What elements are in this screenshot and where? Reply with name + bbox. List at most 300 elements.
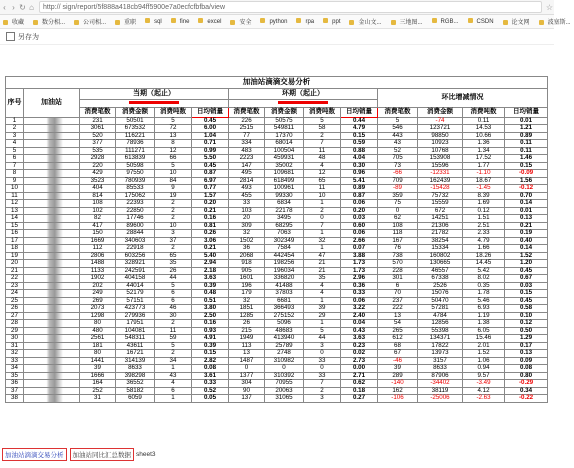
table-cell: 2748 bbox=[265, 350, 304, 358]
table-cell: 12 bbox=[155, 147, 192, 155]
table-cell: 302349 bbox=[265, 237, 304, 245]
station-cell-redacted bbox=[24, 132, 80, 140]
table-cell: 22178 bbox=[265, 207, 304, 215]
table-cell: 1.04 bbox=[192, 132, 229, 140]
station-cell-redacted bbox=[24, 380, 80, 388]
table-cell: 70955 bbox=[265, 380, 304, 388]
table-cell: 15596 bbox=[418, 162, 463, 170]
table-cell: 366493 bbox=[265, 305, 304, 313]
table-cell: 20 bbox=[6, 260, 24, 268]
table-cell: 162 bbox=[378, 387, 418, 395]
table-cell: 6 bbox=[6, 155, 24, 163]
column-header: 日均销量 bbox=[505, 107, 548, 117]
table-cell: 111271 bbox=[116, 147, 155, 155]
table-cell: 17.52 bbox=[463, 155, 505, 163]
table-cell: 0.12 bbox=[505, 320, 548, 328]
table-cell: 103 bbox=[229, 207, 265, 215]
table-cell: 5 bbox=[155, 117, 192, 125]
table-cell: 1.52 bbox=[505, 252, 548, 260]
table-cell: 38254 bbox=[418, 237, 463, 245]
table-cell: 9.57 bbox=[463, 372, 505, 380]
table-cell: 20063 bbox=[265, 387, 304, 395]
table-cell: 118 bbox=[378, 230, 418, 238]
table-cell: 3 bbox=[155, 230, 192, 238]
station-cell-redacted bbox=[24, 327, 80, 335]
table-cell: 52179 bbox=[116, 290, 155, 298]
sheet-tab-3[interactable]: sheet3 bbox=[136, 450, 156, 458]
table-cell: 0.71 bbox=[192, 140, 229, 148]
table-cell: 0.33 bbox=[192, 380, 229, 388]
table-cell: 1.46 bbox=[505, 155, 548, 163]
bookmark-label: python bbox=[269, 18, 288, 25]
table-cell: 0.21 bbox=[192, 207, 229, 215]
table-cell: 1 bbox=[304, 245, 341, 253]
table-cell: 52 bbox=[378, 147, 418, 155]
table-cell: 0.19 bbox=[505, 230, 548, 238]
bookmark-label: 三地图... bbox=[399, 20, 423, 26]
station-header: 加油站 bbox=[24, 89, 80, 118]
table-cell: 275152 bbox=[265, 312, 304, 320]
table-cell: 102 bbox=[80, 207, 116, 215]
table-cell: 2 bbox=[155, 350, 192, 358]
table-cell: 613839 bbox=[116, 155, 155, 163]
table-cell: 495 bbox=[229, 170, 265, 178]
table-cell: 413940 bbox=[265, 335, 304, 343]
table-cell: 21306 bbox=[418, 222, 463, 230]
table-cell: 14.53 bbox=[463, 125, 505, 133]
previous-period-redacted bbox=[229, 100, 378, 108]
bookmark-item[interactable] bbox=[468, 18, 497, 24]
sheet-tab-1[interactable]: 加油站滴滴交易分析 bbox=[2, 448, 67, 461]
table-cell: 1.19 bbox=[463, 312, 505, 320]
table-row bbox=[6, 245, 548, 253]
table-cell: 1.57 bbox=[192, 192, 229, 200]
table-cell: 10768 bbox=[418, 147, 463, 155]
column-header: 消费笔数 bbox=[229, 107, 265, 117]
bookmark-item[interactable] bbox=[296, 18, 317, 24]
table-cell: 2 bbox=[155, 207, 192, 215]
table-cell: 520 bbox=[80, 132, 116, 140]
bookmark-item[interactable] bbox=[171, 18, 193, 24]
table-row bbox=[6, 305, 548, 313]
table-cell: 4 bbox=[155, 380, 192, 388]
bookmark-item[interactable] bbox=[323, 18, 343, 24]
station-cell-redacted bbox=[24, 395, 80, 403]
table-cell: 10 bbox=[304, 192, 341, 200]
table-cell: 44 bbox=[304, 335, 341, 343]
table-cell: 0.77 bbox=[192, 185, 229, 193]
table-cell: 37 bbox=[155, 237, 192, 245]
table-cell: 18.67 bbox=[463, 177, 505, 185]
table-cell: 8 bbox=[155, 140, 192, 148]
table-cell: 340603 bbox=[116, 237, 155, 245]
table-cell: 0.51 bbox=[192, 297, 229, 305]
bookmark-item[interactable] bbox=[115, 17, 139, 26]
table-cell: 309 bbox=[229, 222, 265, 230]
table-cell: 0.15 bbox=[341, 132, 378, 140]
table-cell: 68 bbox=[378, 342, 418, 350]
table-cell: 108 bbox=[378, 222, 418, 230]
table-cell: 5.40 bbox=[192, 252, 229, 260]
table-cell: 32 bbox=[229, 297, 265, 305]
table-cell: 36552 bbox=[116, 380, 155, 388]
table-cell: 7 bbox=[6, 162, 24, 170]
table-cell: 43 bbox=[155, 372, 192, 380]
url-input[interactable]: http:// sign/report/5f888a418cb94ff5900e7a0ecfcfbfba/view bbox=[39, 1, 542, 13]
table-cell: 9 bbox=[155, 185, 192, 193]
table-cell: 62 bbox=[378, 215, 418, 223]
bookmark-item[interactable] bbox=[432, 18, 462, 24]
table-cell: 0.05 bbox=[192, 395, 229, 403]
current-period-header: 当期（起止） bbox=[80, 89, 229, 100]
folder-icon bbox=[171, 18, 176, 23]
table-cell: 2 bbox=[304, 387, 341, 395]
table-cell: 0.09 bbox=[505, 357, 548, 365]
table-cell: 0.43 bbox=[341, 327, 378, 335]
table-cell: 2515 bbox=[229, 125, 265, 133]
table-cell: 5 bbox=[304, 327, 341, 335]
bookmark-item[interactable] bbox=[349, 17, 384, 26]
table-cell: 7 bbox=[304, 140, 341, 148]
table-cell: 10923 bbox=[418, 140, 463, 148]
table-cell: 78936 bbox=[116, 140, 155, 148]
table-cell: 31065 bbox=[265, 395, 304, 403]
table-cell: 222 bbox=[378, 305, 418, 313]
table-cell: 4.91 bbox=[192, 335, 229, 343]
table-cell: 50470 bbox=[418, 297, 463, 305]
table-cell: 215 bbox=[229, 327, 265, 335]
forward-icon[interactable]: › bbox=[12, 2, 15, 12]
table-cell: 12 bbox=[6, 200, 24, 208]
table-cell: 54 bbox=[378, 320, 418, 328]
table-cell: -1.45 bbox=[463, 185, 505, 193]
table-cell: 59 bbox=[155, 335, 192, 343]
table-cell: 65 bbox=[155, 252, 192, 260]
table-cell: 43 bbox=[378, 140, 418, 148]
table-cell: 0.34 bbox=[505, 387, 548, 395]
station-cell-redacted bbox=[24, 245, 80, 253]
table-cell: 242591 bbox=[116, 267, 155, 275]
table-cell: 1.29 bbox=[505, 335, 548, 343]
report-body bbox=[6, 117, 548, 402]
table-cell: 1.77 bbox=[463, 162, 505, 170]
table-cell: 2526 bbox=[418, 282, 463, 290]
table-cell: 377 bbox=[80, 140, 116, 148]
bookmark-label: ppt bbox=[332, 18, 341, 25]
table-cell: 8 bbox=[6, 170, 24, 178]
table-cell: 0.45 bbox=[505, 297, 548, 305]
table-cell: 5.50 bbox=[192, 155, 229, 163]
table-cell: 58 bbox=[304, 125, 341, 133]
table-cell: 336820 bbox=[265, 275, 304, 283]
folder-icon bbox=[323, 18, 328, 23]
table-cell: 108 bbox=[80, 200, 116, 208]
station-cell-redacted bbox=[24, 237, 80, 245]
table-cell: 535 bbox=[80, 147, 116, 155]
table-cell: 0.02 bbox=[341, 350, 378, 358]
table-cell: 780939 bbox=[116, 177, 155, 185]
star-icon[interactable]: ☆ bbox=[545, 2, 554, 12]
report-title: 加油站滴滴交易分析 bbox=[6, 77, 548, 89]
table-cell: 17951 bbox=[116, 320, 155, 328]
save-as-button[interactable]: 另存为 bbox=[18, 33, 39, 41]
report-toolbar bbox=[0, 29, 554, 45]
bookmark-label: 重职 bbox=[124, 20, 137, 26]
station-cell-redacted bbox=[24, 252, 80, 260]
table-cell: 220 bbox=[80, 162, 116, 170]
table-cell: 6.97 bbox=[192, 177, 229, 185]
table-cell: 15559 bbox=[418, 200, 463, 208]
table-cell: 1.69 bbox=[463, 200, 505, 208]
table-cell: 16721 bbox=[116, 350, 155, 358]
table-cell: 603256 bbox=[116, 252, 155, 260]
table-cell: 44014 bbox=[116, 282, 155, 290]
table-cell: 0.07 bbox=[341, 245, 378, 253]
table-cell: -66 bbox=[378, 170, 418, 178]
table-cell: 2.01 bbox=[463, 342, 505, 350]
table-cell: 7584 bbox=[265, 245, 304, 253]
table-cell: 1949 bbox=[229, 335, 265, 343]
table-cell: 0.03 bbox=[341, 215, 378, 223]
table-row bbox=[6, 275, 548, 283]
table-cell: 1285 bbox=[229, 312, 265, 320]
table-cell: 0.39 bbox=[192, 342, 229, 350]
table-cell: 0.48 bbox=[192, 290, 229, 298]
save-icon[interactable] bbox=[6, 32, 15, 41]
refresh-icon[interactable]: ↻ bbox=[19, 2, 26, 12]
table-cell: -0.09 bbox=[505, 170, 548, 178]
table-cell: 2 bbox=[155, 245, 192, 253]
bookmark-label: CSDN bbox=[476, 18, 494, 25]
bookmark-item[interactable] bbox=[145, 18, 165, 24]
table-cell: 5.42 bbox=[463, 267, 505, 275]
table-cell: 5 bbox=[155, 282, 192, 290]
table-cell: 0.20 bbox=[341, 207, 378, 215]
home-icon[interactable]: ⌂ bbox=[29, 2, 34, 12]
table-cell: 13 bbox=[155, 132, 192, 140]
table-cell: 147 bbox=[229, 162, 265, 170]
column-header: 消费吨数 bbox=[463, 107, 505, 117]
bookmark-item[interactable] bbox=[391, 17, 426, 26]
table-cell: 301 bbox=[378, 275, 418, 283]
report-table-container bbox=[5, 76, 547, 403]
table-cell: 39 bbox=[80, 365, 116, 373]
table-cell: 1851 bbox=[229, 305, 265, 313]
table-cell: 6834 bbox=[265, 200, 304, 208]
table-cell: 1 bbox=[155, 365, 192, 373]
table-row bbox=[6, 170, 548, 178]
table-cell: 1.66 bbox=[463, 245, 505, 253]
table-cell: 0 bbox=[265, 365, 304, 373]
table-row bbox=[6, 357, 548, 365]
bookmark-label: 公司相... bbox=[83, 20, 107, 26]
table-cell: 310982 bbox=[265, 357, 304, 365]
station-cell-redacted bbox=[24, 170, 80, 178]
table-cell: 483 bbox=[229, 147, 265, 155]
table-cell: 1.78 bbox=[463, 290, 505, 298]
table-cell: 34 bbox=[155, 357, 192, 365]
table-cell: 30 bbox=[6, 335, 24, 343]
table-cell: 1669 bbox=[80, 237, 116, 245]
bookmark-label: 安全 bbox=[239, 20, 252, 26]
table-cell: 12856 bbox=[418, 320, 463, 328]
table-cell: 26 bbox=[155, 267, 192, 275]
bookmark-item[interactable] bbox=[503, 17, 533, 26]
table-cell: 3.61 bbox=[192, 372, 229, 380]
table-cell: 26 bbox=[229, 320, 265, 328]
table-cell: 17 bbox=[6, 237, 24, 245]
table-cell: 15076 bbox=[418, 290, 463, 298]
table-cell: 90 bbox=[229, 387, 265, 395]
table-cell: 13 bbox=[378, 312, 418, 320]
table-cell: 123721 bbox=[418, 125, 463, 133]
table-cell: 58182 bbox=[116, 387, 155, 395]
table-cell: 4 bbox=[304, 290, 341, 298]
table-cell: 85533 bbox=[116, 185, 155, 193]
table-cell: 549811 bbox=[265, 125, 304, 133]
table-cell: 0.11 bbox=[505, 140, 548, 148]
station-cell-redacted bbox=[24, 350, 80, 358]
table-cell: 1666 bbox=[80, 372, 116, 380]
table-cell: 77 bbox=[229, 132, 265, 140]
table-cell: -25006 bbox=[418, 395, 463, 403]
table-cell: 15 bbox=[6, 222, 24, 230]
bookmark-item[interactable] bbox=[74, 17, 109, 26]
table-cell: 12 bbox=[304, 170, 341, 178]
table-cell: 0.06 bbox=[341, 230, 378, 238]
table-cell: 8633 bbox=[116, 365, 155, 373]
bookmark-label: excel bbox=[207, 18, 222, 25]
table-row bbox=[6, 380, 548, 388]
table-cell: 2.18 bbox=[192, 267, 229, 275]
table-cell: 2 bbox=[304, 132, 341, 140]
table-cell: 0 bbox=[304, 215, 341, 223]
bookmark-item[interactable] bbox=[33, 17, 68, 26]
table-cell: 2 bbox=[6, 125, 24, 133]
table-cell: 1487 bbox=[229, 357, 265, 365]
table-cell: 34 bbox=[6, 365, 24, 373]
sheet-tab-2[interactable]: 加油站同比汇总数据 bbox=[70, 448, 135, 461]
table-row bbox=[6, 140, 548, 148]
table-cell: 0.10 bbox=[505, 312, 548, 320]
table-cell: 3061 bbox=[80, 125, 116, 133]
bookmark-item[interactable] bbox=[198, 18, 224, 24]
table-cell: -0.22 bbox=[505, 395, 548, 403]
table-cell: 196034 bbox=[265, 267, 304, 275]
table-cell: 6.93 bbox=[463, 305, 505, 313]
table-cell: 0.50 bbox=[505, 327, 548, 335]
table-row bbox=[6, 185, 548, 193]
table-cell: 2928 bbox=[80, 155, 116, 163]
table-cell: 612 bbox=[378, 335, 418, 343]
table-cell: 0.13 bbox=[505, 350, 548, 358]
table-cell: 179 bbox=[229, 290, 265, 298]
station-cell-redacted bbox=[24, 140, 80, 148]
bookmark-item[interactable] bbox=[3, 17, 27, 26]
table-cell: 162439 bbox=[418, 177, 463, 185]
table-cell: 37 bbox=[6, 387, 24, 395]
bookmark-item[interactable] bbox=[230, 17, 254, 26]
table-cell: 116221 bbox=[116, 132, 155, 140]
table-cell: 249 bbox=[80, 290, 116, 298]
table-cell: 0.11 bbox=[463, 117, 505, 125]
table-cell: 1 bbox=[304, 297, 341, 305]
table-cell: 33 bbox=[229, 200, 265, 208]
table-cell: 570 bbox=[378, 260, 418, 268]
table-cell: 1.38 bbox=[463, 320, 505, 328]
table-cell: 65 bbox=[304, 177, 341, 185]
table-cell: 0.59 bbox=[341, 140, 378, 148]
table-cell: 0.15 bbox=[505, 162, 548, 170]
station-cell-redacted bbox=[24, 290, 80, 298]
table-cell: 3157 bbox=[418, 357, 463, 365]
table-cell: 84 bbox=[155, 177, 192, 185]
folder-icon bbox=[391, 20, 396, 25]
table-cell: 404 bbox=[80, 185, 116, 193]
table-cell: 269 bbox=[80, 297, 116, 305]
back-icon[interactable]: ‹ bbox=[3, 2, 6, 12]
table-cell: 13 bbox=[6, 207, 24, 215]
station-cell-redacted bbox=[24, 305, 80, 313]
column-header: 消费笔数 bbox=[80, 107, 116, 117]
table-cell: 4 bbox=[6, 140, 24, 148]
table-cell: 80 bbox=[80, 350, 116, 358]
table-cell: 113 bbox=[229, 342, 265, 350]
station-cell-redacted bbox=[24, 147, 80, 155]
table-cell: 198256 bbox=[265, 260, 304, 268]
table-cell: 6059 bbox=[116, 395, 155, 403]
table-cell: 480 bbox=[80, 327, 116, 335]
table-cell: 89600 bbox=[116, 222, 155, 230]
table-cell: 167 bbox=[378, 237, 418, 245]
station-cell-redacted bbox=[24, 162, 80, 170]
table-cell: 0.94 bbox=[463, 365, 505, 373]
table-cell: 8633 bbox=[418, 365, 463, 373]
column-header: 消费笔数 bbox=[378, 107, 418, 117]
table-cell: 2806 bbox=[80, 252, 116, 260]
table-cell: 0.60 bbox=[341, 222, 378, 230]
table-cell: 24 bbox=[6, 290, 24, 298]
table-cell: 0.08 bbox=[192, 365, 229, 373]
table-cell: 2.50 bbox=[192, 312, 229, 320]
table-cell: 2 bbox=[155, 320, 192, 328]
table-cell: -34402 bbox=[418, 380, 463, 388]
table-cell: 279936 bbox=[116, 312, 155, 320]
table-cell: -2.63 bbox=[463, 395, 505, 403]
station-cell-redacted bbox=[24, 260, 80, 268]
table-cell: 2.94 bbox=[192, 260, 229, 268]
table-cell: 80 bbox=[80, 320, 116, 328]
table-cell: 442454 bbox=[265, 252, 304, 260]
table-cell: 6 bbox=[378, 282, 418, 290]
table-cell: 0.30 bbox=[341, 162, 378, 170]
table-cell: 0.70 bbox=[505, 192, 548, 200]
bookmark-item[interactable] bbox=[539, 17, 574, 26]
table-cell: 164 bbox=[80, 380, 116, 388]
bookmark-item[interactable] bbox=[260, 18, 290, 24]
table-cell: 3.63 bbox=[341, 335, 378, 343]
table-cell: 153908 bbox=[418, 155, 463, 163]
table-cell: -74 bbox=[418, 117, 463, 125]
table-cell: 1.56 bbox=[505, 177, 548, 185]
table-cell: 5 bbox=[304, 117, 341, 125]
table-cell: 9 bbox=[6, 177, 24, 185]
table-cell: 72 bbox=[155, 125, 192, 133]
table-cell: 97550 bbox=[116, 170, 155, 178]
table-cell: 289 bbox=[378, 372, 418, 380]
table-cell: 1.73 bbox=[341, 267, 378, 275]
table-cell: -15428 bbox=[418, 185, 463, 193]
